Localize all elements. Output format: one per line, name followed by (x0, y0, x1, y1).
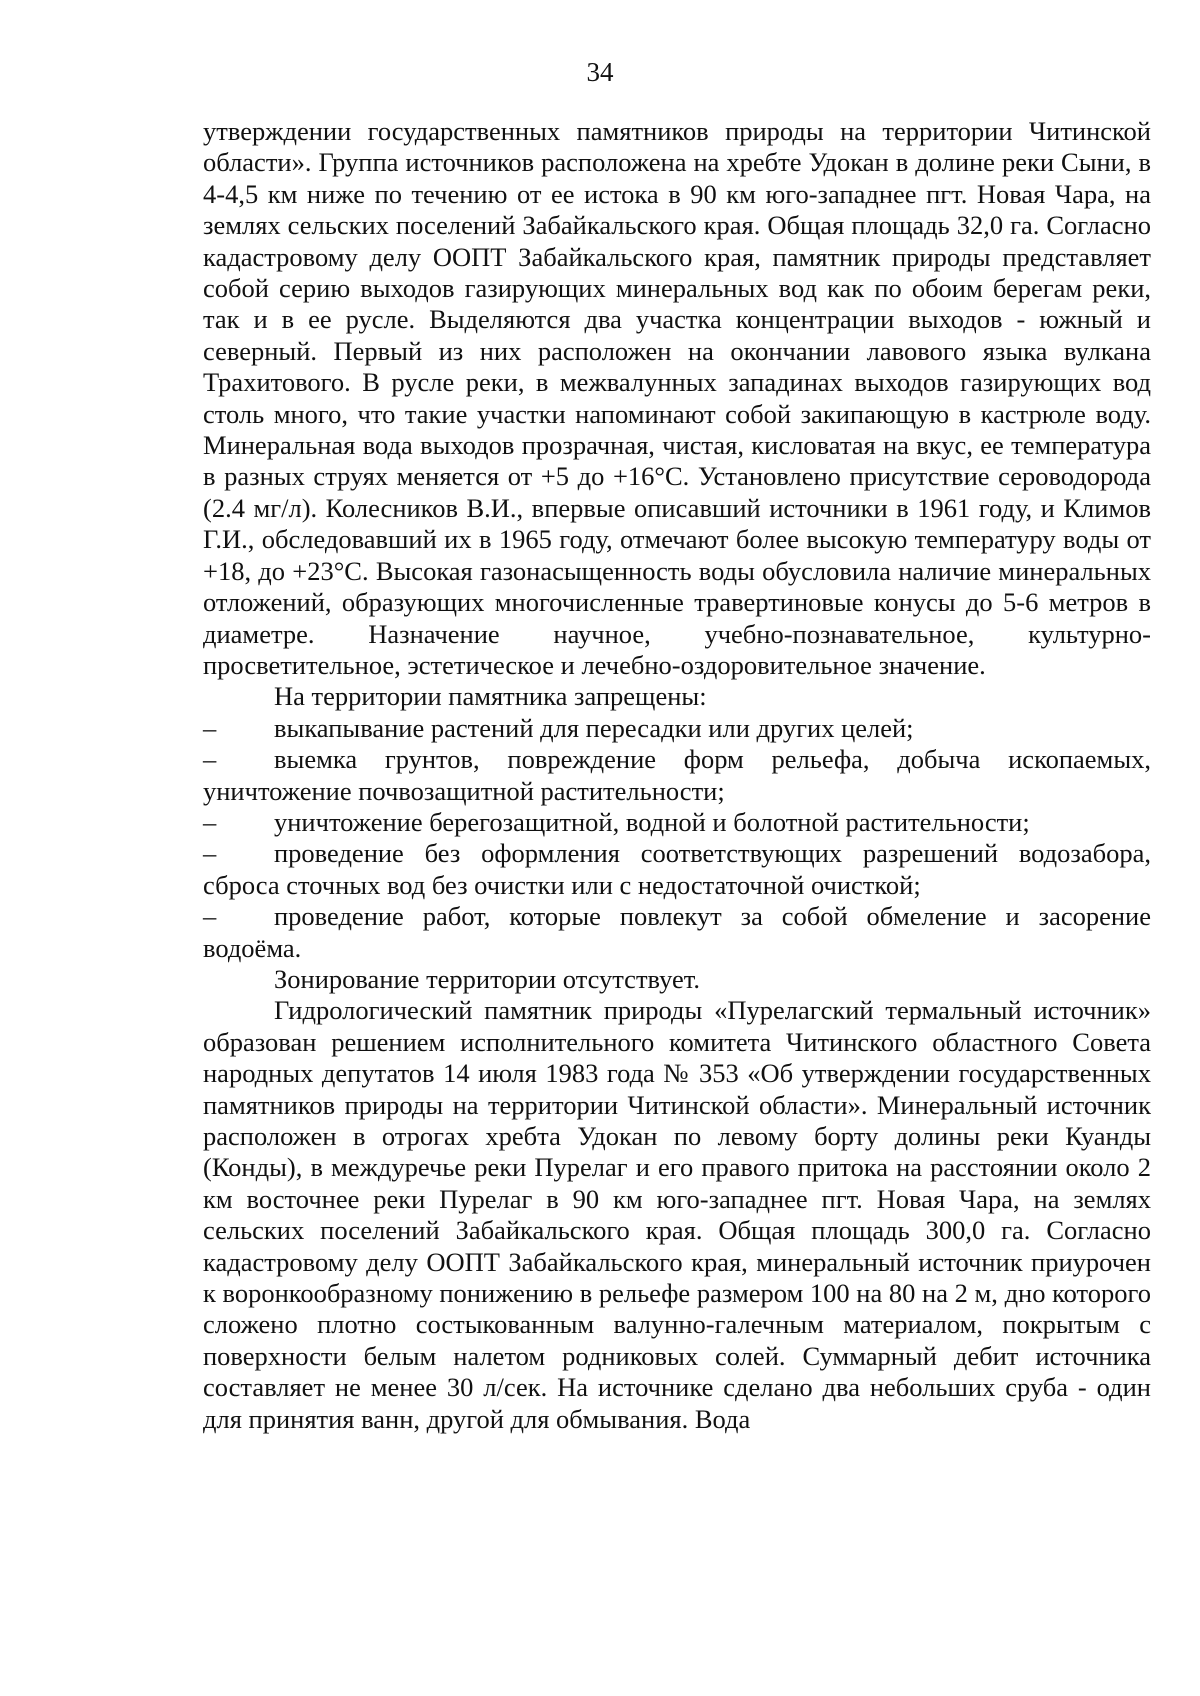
prohibition-item: – выемка грунтов, повреждение форм рельефа, добыча ископаемых, уничтожение почвозащитной растительности; (203, 744, 1151, 806)
paragraph-prohibitions-intro: На территории памятника запрещены: (274, 681, 707, 712)
prohibition-item: – выкапывание растений для пересадки или других целей; (203, 712, 914, 743)
prohibition-text: уничтожение берегозащитной, водной и болотной растительности; (274, 806, 1030, 837)
prohibition-text: выемка грунтов, повреждение форм рельефа, добыча ископаемых, уничтожение почвозащитной растительности; (203, 744, 1151, 806)
prohibition-text: проведение работ, которые повлекут за собой обмеление и засорение водоёма. (203, 901, 1151, 963)
prohibition-text: проведение без оформления соответствующих разрешений водозабора, сброса сточных вод без очистки или с недостаточной очисткой; (203, 838, 1151, 900)
paragraph-zoning: Зонирование территории отсутствует. (274, 963, 701, 994)
paragraph-purelag-spring: Гидрологический памятник природы «Пурелагский термальный источник» образован решением исполнительного комитета Читинского областного Совета народных депутатов 14 июля 1983 года № 353 «Об утверждении государственных памятников природы на территории Читинской области». Минеральный источник расположен в отрогах хребта Удокан по левому борту долины реки Куанды (Конды), в междуречье реки Пурелаг и его правого притока на расстоянии около 2 км восточнее реки Пурелаг в 90 км юго-западнее пгт. Новая Чара, на землях сельских поселений Забайкальского края. Общая площадь 300,0 га. Согласно кадастровому делу ООПТ Забайкальского края, минеральный источник приурочен к воронкообразному понижению в рельефе размером 100 на 80 на 2 м, дно которого сложено плотно состыкованным валунно-галечным материалом, покрытым с поверхности белым налетом родниковых солей. Суммарный дебит источника составляет не менее 30 л/сек. На источнике сделано два небольших сруба - один для принятия ванн, другой для обмывания. Вода (203, 995, 1151, 1434)
prohibition-item: – проведение работ, которые повлекут за собой обмеление и засорение водоёма. (203, 901, 1151, 963)
page-number: 34 (586, 57, 614, 87)
paragraph-monument-description: утверждении государственных памятников природы на территории Читинской области». Группа источников расположена на хребте Удокан в долине реки Сыни, в 4-4,5 км ниже по течению от ее истока в 90 км юго-западнее пгт. Новая Чара, на землях сельских поселений Забайкальского края. Общая площадь 32,0 га. Согласно кадастровому делу ООПТ Забайкальского края, памятник природы представляет собой серию выходов газирующих минеральных вод как по обоим берегам реки, так и в ее русле. Выделяются два участка концентрации выходов - южный и северный. Первый из них расположен на окончании лавового языка вулкана Трахитового. В русле реки, в межвалунных западинах выходов газирующих вод столь много, что такие участки напоминают собой закипающую в кастрюле воду. Минеральная вода выходов прозрачная, чистая, кисловатая на вкус, ее температура в разных струях меняется от +5 до +16°С. Установлено присутствие сероводорода (2.4 мг/л). Колесников В.И., впервые описавший источники в 1961 году, и Климов Г.И., обследовавший их в 1965 году, отмечают более высокую температуру воды от +18, до +23°С. Высокая газонасыщенность воды обусловила наличие минеральных отложений, образующих многочисленные травертиновые конусы до 5-6 метров в диаметре. Назначение научное, учебно-познавательное, культурно-просветительное, эстетическое и лечебно-оздоровительное значение. (203, 116, 1151, 680)
prohibition-item: – проведение без оформления соответствующих разрешений водозабора, сброса сточных вод без очистки или с недостаточной очисткой; (203, 838, 1151, 900)
prohibition-text: выкапывание растений для пересадки или других целей; (274, 712, 914, 743)
prohibition-item: – уничтожение берегозащитной, водной и болотной растительности; (203, 806, 1030, 837)
document-body (203, 116, 1151, 1435)
